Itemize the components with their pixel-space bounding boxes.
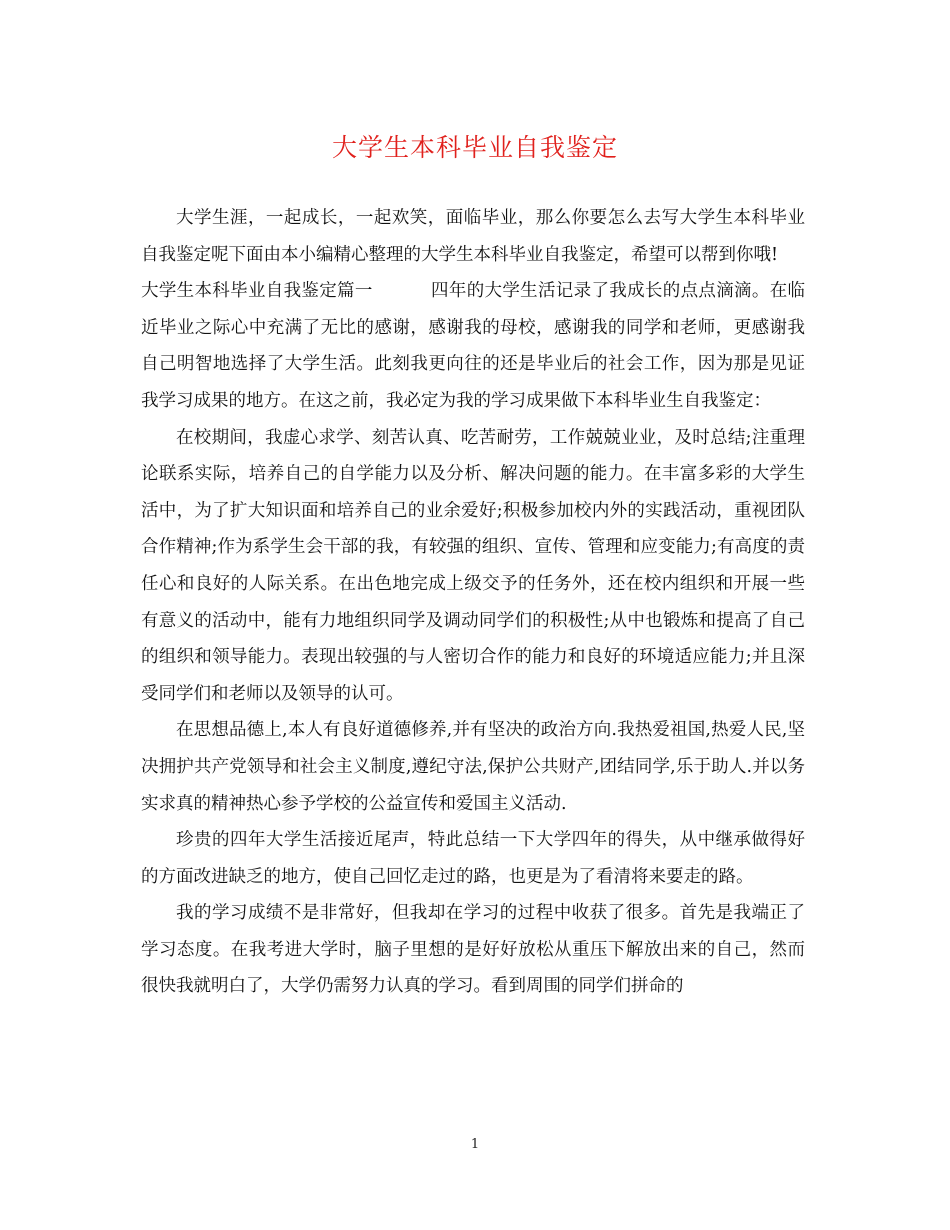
document-title: 大学生本科毕业自我鉴定 [331, 133, 618, 162]
body-paragraph: 我的学习成绩不是非常好，但我却在学习的过程中收获了很多。首先是我端正了学习态度。在我考进大学时，脑子里想的是好好放松从重压下解放出来的自己，然而很快我就明白了，大学仍需努力认真的学习。看到周围的同学们拼命的 [141, 903, 805, 997]
body-paragraph: 珍贵的四年大学生活接近尾声，特此总结一下大学四年的得失，从中继承做得好的方面改进缺乏的地方，使自己回忆走过的路，也更是为了看清将来要走的路。 [141, 830, 805, 887]
page-number: 1 [470, 1137, 480, 1152]
document-body [141, 200, 805, 1005]
intro-paragraph: 大学生涯，一起成长，一起欢笑，面临毕业，那么你要怎么去写大学生本科毕业自我鉴定呢下面由本小编精心整理的大学生本科毕业自我鉴定，希望可以帮到你哦! [141, 208, 805, 265]
section-first-paragraph [141, 273, 805, 419]
body-paragraph: 在校期间，我虚心求学、刻苦认真、吃苦耐劳，工作兢兢业业，及时总结;注重理论联系实际，培养自己的自学能力以及分析、解决问题的能力。在丰富多彩的大学生活中，为了扩大知识面和培养自己的业余爱好;积极参加校内外的实践活动，重视团队合作精神;作为系学生会干部的我，有较强的组织、宣传、管理和应变能力;有高度的责任心和良好的人际关系。在出色地完成上级交予的任务外，还在校内组织和开展一些有意义的活动中，能有力地组织同学及调动同学们的积极性;从中也锻炼和提高了自己的组织和领导能力。表现出较强的与人密切合作的能力和良好的环境适应能力;并且深受同学们和老师以及领导的认可。 [141, 427, 805, 704]
body-paragraph: 在思想品德上,本人有良好道德修养,并有坚决的政治方向.我热爱祖国,热爱人民,坚决拥护共产党领导和社会主义制度,遵纪守法,保护公共财产,团结同学,乐于助人.并以务实求真的精神热心参予学校的公益宣传和爱国主义活动. [141, 720, 805, 814]
section-first-text: 四年的大学生活记录了我成长的点点滴滴。在临近毕业之际心中充满了无比的感谢，感谢我的母校，感谢我的同学和老师，更感谢我自己明智地选择了大学生活。此刻我更向往的还是毕业后的社会工作，因为那是见证我学习成果的地方。在这之前，我必定为我的学习成果做下本科毕业生自我鉴定： [141, 281, 806, 411]
section-heading: 大学生本科毕业自我鉴定篇一 [141, 281, 373, 302]
